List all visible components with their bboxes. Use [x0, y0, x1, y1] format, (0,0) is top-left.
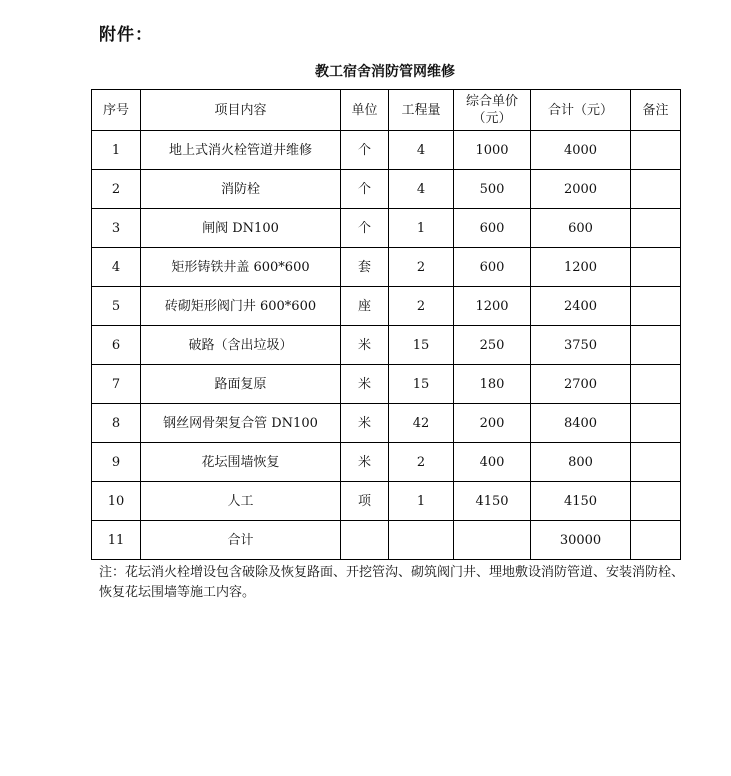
cell-total: 2700 [531, 365, 631, 404]
cell-total: 2400 [531, 287, 631, 326]
cell-item: 破路（含出垃圾） [141, 326, 341, 365]
cell-unit: 米 [341, 365, 389, 404]
header-remark: 备注 [631, 90, 681, 131]
cell-unit-price: 600 [454, 248, 531, 287]
cell-unit-price: 4150 [454, 482, 531, 521]
cell-seq: 5 [92, 287, 141, 326]
table-row [92, 170, 681, 209]
cell-quantity: 2 [389, 248, 454, 287]
cell-quantity: 2 [389, 287, 454, 326]
cell-remark [631, 287, 681, 326]
cell-seq: 10 [92, 482, 141, 521]
table-header-row [92, 90, 681, 131]
cell-remark [631, 443, 681, 482]
cell-unit-price: 250 [454, 326, 531, 365]
cell-item: 矩形铸铁井盖 600*600 [141, 248, 341, 287]
table-row [92, 365, 681, 404]
cell-item: 消防栓 [141, 170, 341, 209]
cell-item: 砖砌矩形阀门井 600*600 [141, 287, 341, 326]
cell-unit-price [454, 521, 531, 560]
cell-remark [631, 521, 681, 560]
cell-remark [631, 170, 681, 209]
cell-seq: 8 [92, 404, 141, 443]
cell-remark [631, 248, 681, 287]
repair-cost-table [91, 89, 681, 560]
cell-remark [631, 482, 681, 521]
cell-unit: 个 [341, 170, 389, 209]
cell-quantity: 1 [389, 482, 454, 521]
cell-unit-price: 1200 [454, 287, 531, 326]
cell-total: 4000 [531, 131, 631, 170]
cell-unit [341, 521, 389, 560]
cell-quantity [389, 521, 454, 560]
header-item: 项目内容 [141, 90, 341, 131]
table-row [92, 287, 681, 326]
cell-unit-price: 600 [454, 209, 531, 248]
cell-unit-price: 180 [454, 365, 531, 404]
table-row [92, 404, 681, 443]
cell-quantity: 15 [389, 326, 454, 365]
cell-total: 4150 [531, 482, 631, 521]
cell-remark [631, 365, 681, 404]
cell-seq: 1 [92, 131, 141, 170]
cell-quantity: 4 [389, 170, 454, 209]
cell-unit-price: 400 [454, 443, 531, 482]
cell-item: 人工 [141, 482, 341, 521]
header-unit: 单位 [341, 90, 389, 131]
cell-quantity: 2 [389, 443, 454, 482]
cell-seq: 9 [92, 443, 141, 482]
cell-unit: 个 [341, 131, 389, 170]
cell-item: 合计 [141, 521, 341, 560]
cell-total: 8400 [531, 404, 631, 443]
footnote: 注：花坛消火栓增设包含破除及恢复路面、开挖管沟、砌筑阀门井、埋地敷设消防管道、安装消防栓、恢复花坛围墙等施工内容。 [99, 565, 685, 600]
cell-total: 3750 [531, 326, 631, 365]
cell-total: 600 [531, 209, 631, 248]
attachment-label: 附件： [99, 25, 153, 45]
cell-quantity: 1 [389, 209, 454, 248]
cell-unit: 个 [341, 209, 389, 248]
table-row [92, 248, 681, 287]
cell-seq: 3 [92, 209, 141, 248]
cell-remark [631, 326, 681, 365]
cell-unit-price: 500 [454, 170, 531, 209]
cell-unit-price: 1000 [454, 131, 531, 170]
cell-unit: 套 [341, 248, 389, 287]
cell-total: 30000 [531, 521, 631, 560]
table-row [92, 521, 681, 560]
cell-seq: 11 [92, 521, 141, 560]
cell-remark [631, 404, 681, 443]
cell-remark [631, 131, 681, 170]
cell-seq: 2 [92, 170, 141, 209]
cell-item: 花坛围墙恢复 [141, 443, 341, 482]
cell-unit: 米 [341, 443, 389, 482]
cell-seq: 6 [92, 326, 141, 365]
table-row [92, 131, 681, 170]
cell-quantity: 15 [389, 365, 454, 404]
table-row [92, 326, 681, 365]
table-row [92, 209, 681, 248]
cell-item: 路面复原 [141, 365, 341, 404]
cell-unit: 米 [341, 404, 389, 443]
cell-seq: 4 [92, 248, 141, 287]
cell-unit: 米 [341, 326, 389, 365]
cell-item: 闸阀 DN100 [141, 209, 341, 248]
header-quantity: 工程量 [389, 90, 454, 131]
header-seq: 序号 [92, 90, 141, 131]
cell-seq: 7 [92, 365, 141, 404]
cell-unit: 座 [341, 287, 389, 326]
table-row [92, 443, 681, 482]
cell-item: 钢丝网骨架复合管 DN100 [141, 404, 341, 443]
cell-unit-price: 200 [454, 404, 531, 443]
cell-total: 800 [531, 443, 631, 482]
table-row [92, 482, 681, 521]
cell-unit: 项 [341, 482, 389, 521]
cell-total: 2000 [531, 170, 631, 209]
cell-remark [631, 209, 681, 248]
cell-quantity: 42 [389, 404, 454, 443]
cell-total: 1200 [531, 248, 631, 287]
cell-quantity: 4 [389, 131, 454, 170]
cell-item: 地上式消火栓管道井维修 [141, 131, 341, 170]
header-total: 合计（元） [531, 90, 631, 131]
page-title: 教工宿舍消防管网维修 [315, 64, 455, 80]
table-body [92, 131, 681, 560]
header-unit-price: 综合单价（元） [454, 90, 531, 131]
